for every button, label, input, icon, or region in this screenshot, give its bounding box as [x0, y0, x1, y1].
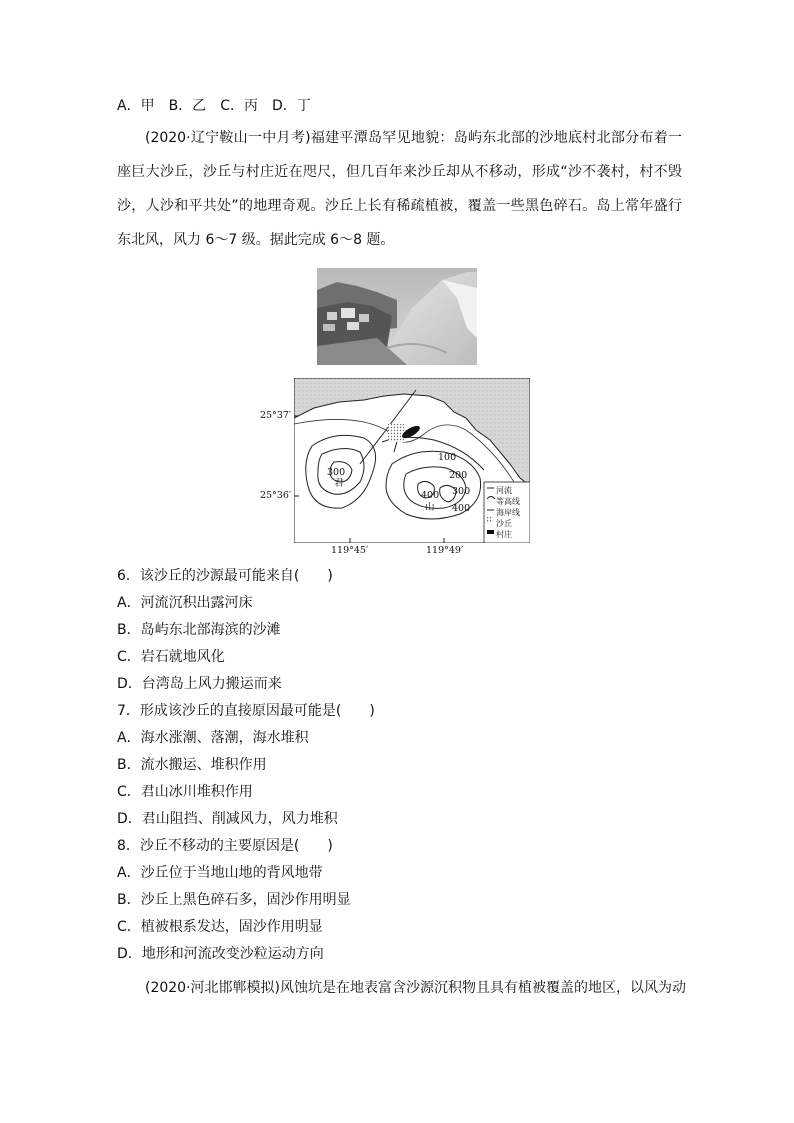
- option-d: D．丁: [271, 98, 311, 114]
- question-6-option-c: C．岩石就地风化: [117, 649, 225, 665]
- option-c: C．丙: [220, 98, 258, 114]
- contour-label-300-right: 300: [452, 486, 471, 497]
- contour-label-100: 100: [438, 452, 457, 463]
- question-7-option-b: B．流水搬运、堆积作用: [117, 757, 267, 773]
- contour-label-200: 200: [449, 470, 468, 481]
- question-7-option-a: A．海水涨潮、落潮，海水堆积: [117, 730, 309, 746]
- sand-dune-photo: [317, 268, 477, 365]
- place-label-jun: 君: [334, 478, 344, 489]
- passage-next: [145, 979, 686, 997]
- question-7-option-d: D．君山阻挡、削减风力，风力堆积: [117, 811, 338, 827]
- question-8-option-d: D．地形和河流改变沙粒运动方向: [117, 946, 324, 962]
- question-6-option-b: B．岛屿东北部海滨的沙滩: [117, 622, 281, 638]
- contour-map: [294, 378, 530, 543]
- legend-river: 河流: [496, 486, 512, 495]
- lon-label-left: 119°45′: [331, 545, 369, 556]
- passage-next-text: (2020·河北邯郸模拟)风蚀坑是在地表富含沙源沉积物且具有植被覆盖的地区，以风为动: [145, 980, 687, 996]
- question-6-stem: 6．该沙丘的沙源最可能来自( ): [117, 568, 333, 584]
- question-8-stem: 8．沙丘不移动的主要原因是( ): [117, 838, 333, 854]
- question-6-option-a: A．河流沉积出露河床: [117, 595, 253, 611]
- legend-dune: 沙丘: [496, 519, 512, 528]
- question-8-option-a: A．沙丘位于当地山地的背风地带: [117, 865, 323, 881]
- sand-dune-area: [388, 424, 406, 442]
- place-label-shan: 山: [425, 502, 435, 513]
- answer-options-row: [117, 97, 311, 115]
- passage-intro: [117, 121, 682, 257]
- legend-contour: 等高线: [496, 497, 520, 506]
- question-8-option-b: B．沙丘上黑色碎石多，固沙作用明显: [117, 892, 351, 908]
- contour-label-400-right: 400: [452, 503, 471, 514]
- lat-label-top: 25°37′: [260, 410, 292, 421]
- question-7-stem: 7．形成该沙丘的直接原因最可能是( ): [117, 703, 375, 719]
- legend-coastline: 海岸线: [496, 508, 520, 517]
- lon-label-right: 119°49′: [426, 545, 464, 556]
- question-7-option-c: C．君山冰川堆积作用: [117, 784, 253, 800]
- legend-village: 村庄: [496, 530, 512, 539]
- option-a: A．甲: [117, 98, 155, 114]
- question-6-option-d: D．台湾岛上风力搬运而来: [117, 676, 282, 692]
- contour-label-300-left: 300: [327, 467, 346, 478]
- option-b: B．乙: [168, 98, 207, 114]
- question-8-option-c: C．植被根系发达，固沙作用明显: [117, 919, 323, 935]
- contour-label-400-left: 400: [421, 490, 440, 501]
- lat-label-bottom: 25°36′: [260, 490, 292, 501]
- passage-intro-text: (2020·辽宁鞍山一中月考)福建平潭岛罕见地貌：岛屿东北部的沙地底村北部分布着一座巨大沙丘，沙丘与村庄近在咫尺，但几百年来沙丘却从不移动，形成“沙不袭村，村不毁沙，人沙和平共处”的地理奇观。沙丘上长有稀疏植被，覆盖一些黑色碎石。岛上常年盛行东北风，风力 6～7 级。据此完成 6～8 题。: [117, 130, 682, 248]
